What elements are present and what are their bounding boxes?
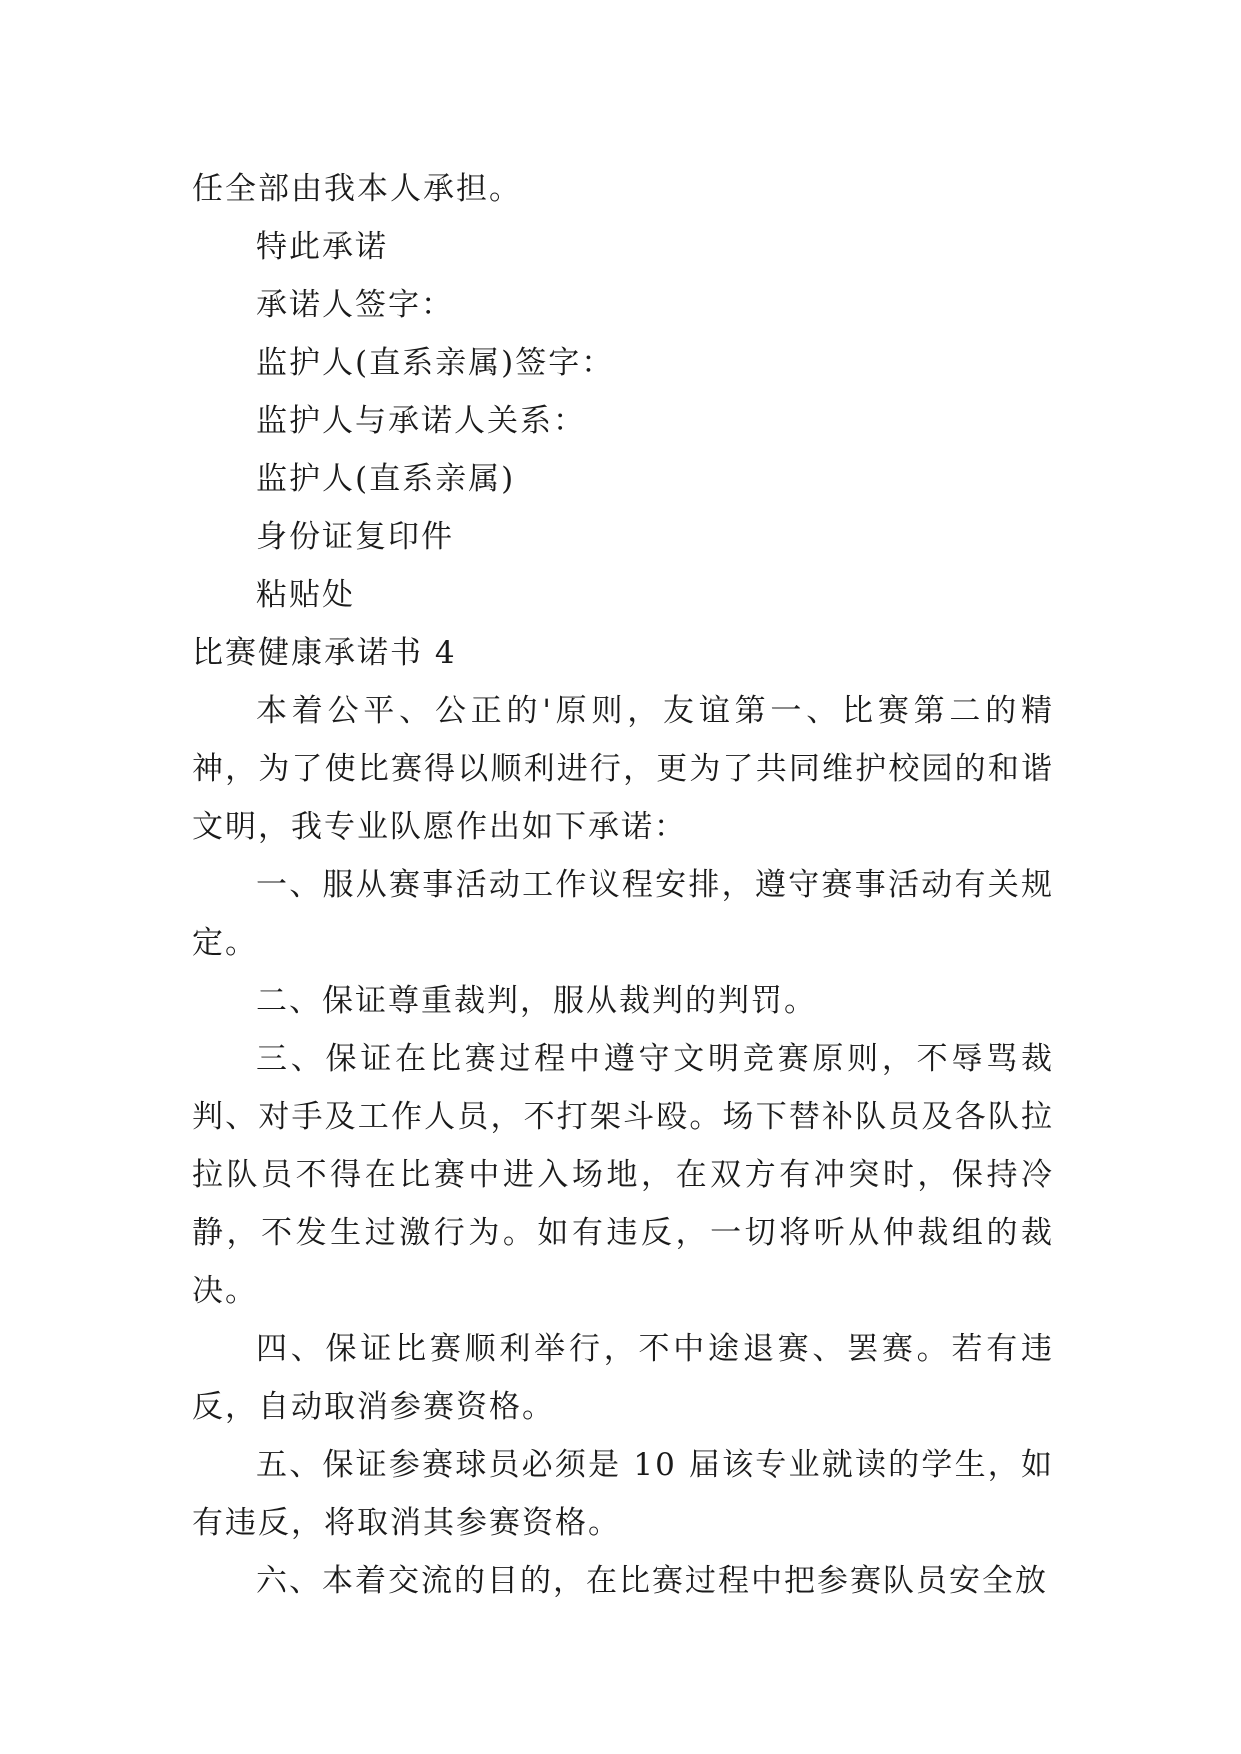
- paragraph-item-2: 二、保证尊重裁判，服从裁判的判罚。: [256, 983, 817, 1019]
- paragraph-item-1: 一、服从赛事活动工作议程安排，遵守赛事活动有关规定。: [192, 867, 1054, 961]
- text-line: 特此承诺: [256, 229, 388, 265]
- text-line: 承诺人签字：: [256, 287, 454, 323]
- paragraph-item-3: 三、保证在比赛过程中遵守文明竞赛原则，不辱骂裁判、对手及工作人员，不打架斗殴。场下替补队员及各队拉拉队员不得在比赛中进入场地，在双方有冲突时，保持冷静，不发生过激行为。如有违反，一切将听从仲裁组的裁决。: [192, 1041, 1054, 1309]
- text-line: 粘贴处: [256, 577, 355, 613]
- section-title: 比赛健康承诺书 4: [192, 635, 457, 671]
- paragraph-item-4: 四、保证比赛顺利举行，不中途退赛、罢赛。若有违反，自动取消参赛资格。: [192, 1331, 1054, 1425]
- text-line: 监护人(直系亲属): [256, 461, 516, 497]
- text-line: 任全部由我本人承担。: [192, 171, 522, 207]
- text-line: 监护人(直系亲属)签字：: [256, 345, 615, 381]
- paragraph-intro: 本着公平、公正的'原则，友谊第一、比赛第二的精神，为了使比赛得以顺利进行，更为了共同维护校园的和谐文明，我专业队愿作出如下承诺：: [192, 693, 1054, 845]
- text-line: 身份证复印件: [256, 519, 454, 555]
- paragraph-item-6: 六、本着交流的目的，在比赛过程中把参赛队员安全放: [256, 1563, 1048, 1599]
- document-body: [192, 160, 1054, 1610]
- paragraph-item-5: 五、保证参赛球员必须是 10 届该专业就读的学生，如有违反，将取消其参赛资格。: [192, 1447, 1054, 1541]
- text-line: 监护人与承诺人关系：: [256, 403, 586, 439]
